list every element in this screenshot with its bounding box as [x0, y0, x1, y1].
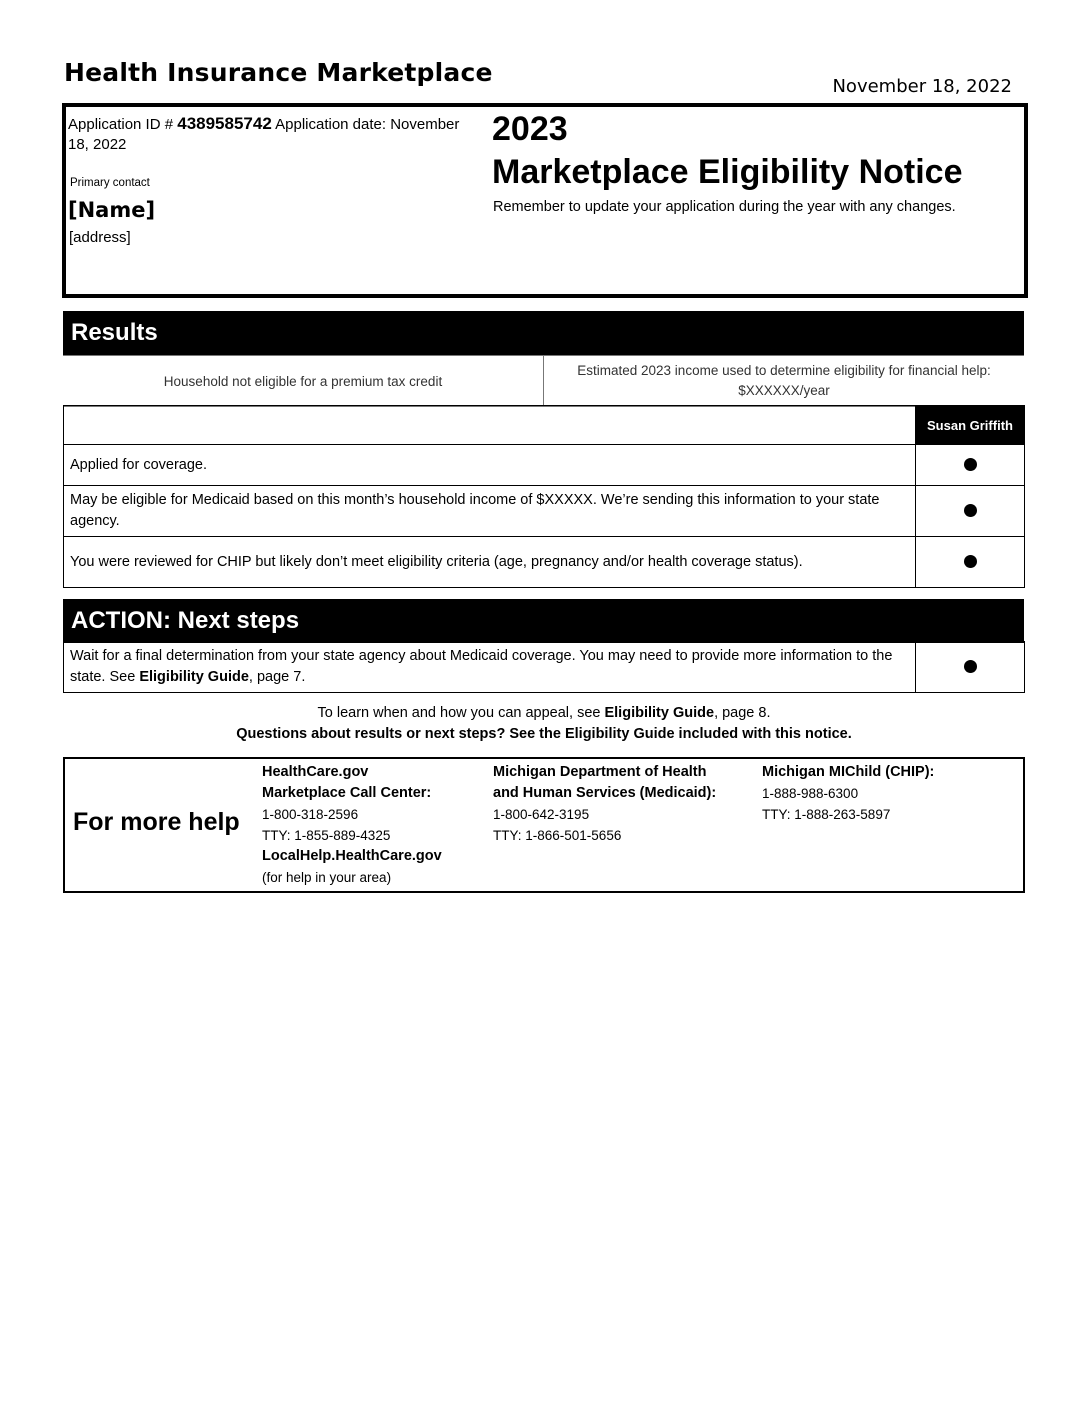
table-row — [64, 642, 1025, 693]
application-info — [68, 114, 468, 155]
notice-year: 2023 — [492, 110, 568, 148]
result-text: You were reviewed for CHIP but likely don’t meet eligibility criteria (age, pregnancy and/or health coverage status). — [64, 537, 916, 588]
eligibility-guide-ref: Eligibility Guide — [604, 705, 715, 721]
application-id-label: Application ID # — [68, 116, 174, 133]
person-column-header: Susan Griffith — [916, 406, 1025, 445]
chip-phone: 1-888-988-6300 — [762, 786, 859, 801]
medicaid-tty: TTY: 1-866-501-5656 — [493, 828, 622, 843]
notice-title: Marketplace Eligibility Notice — [492, 153, 963, 191]
table-row — [64, 445, 1025, 486]
medicaid-phone: 1-800-642-3195 — [493, 807, 590, 822]
marketplace-contact — [262, 762, 442, 888]
contact-name: [Name] — [68, 198, 156, 222]
medicaid-contact — [493, 762, 716, 846]
action-table — [63, 641, 1025, 693]
action-text: Wait for a final determination from your state agency about Medicaid coverage. You may need to provide more information to the state. See Eligibility Guide, page 7. — [64, 642, 916, 693]
tax-credit-status: Household not eligible for a premium tax credit — [63, 356, 544, 406]
call-center-tty: TTY: 1-855-889-4325 — [262, 828, 391, 843]
call-center-label: Marketplace Call Center: — [262, 785, 432, 801]
applies-bullet-icon — [964, 504, 977, 517]
estimated-income: Estimated 2023 income used to determine eligibility for financial help: $XXXXXX/year — [577, 363, 991, 398]
application-id-number: 4389585742 — [177, 114, 272, 133]
result-text: Applied for coverage. — [64, 445, 916, 486]
questions-note: Questions about results or next steps? See the Eligibility Guide included with this notice. — [236, 726, 852, 742]
chip-tty: TTY: 1-888-263-5897 — [762, 807, 891, 822]
chip-contact — [762, 762, 934, 825]
localhelp-note: (for help in your area) — [262, 870, 392, 885]
table-row — [64, 537, 1025, 588]
marketplace-brand: Health Insurance Marketplace — [64, 58, 493, 87]
update-reminder: Remember to update your application during the year with any changes. — [493, 199, 956, 215]
applies-bullet-icon — [964, 660, 977, 673]
result-text: May be eligible for Medicaid based on this month’s household income of $XXXXX. We’re sending this information to your state agency. — [64, 486, 916, 537]
applies-bullet-icon — [964, 555, 977, 568]
healthcare-gov-link[interactable]: HealthCare.gov — [262, 764, 369, 780]
medicaid-agency-line1: Michigan Department of Health — [493, 764, 707, 780]
action-heading: ACTION: Next steps — [63, 599, 1024, 643]
applies-bullet-icon — [964, 458, 977, 471]
results-heading: Results — [63, 311, 1024, 355]
household-summary — [63, 355, 1024, 407]
call-center-phone: 1-800-318-2596 — [262, 807, 359, 822]
eligibility-guide-ref: Eligibility Guide — [139, 669, 249, 685]
contact-address: [address] — [69, 229, 131, 246]
results-table-blank-header — [64, 406, 916, 445]
notice-date: November 18, 2022 — [832, 76, 1012, 97]
medicaid-agency-line2: and Human Services (Medicaid): — [493, 785, 717, 801]
appeal-note: To learn when and how you can appeal, see Eligibility Guide, page 8. — [317, 705, 771, 721]
primary-contact-label: Primary contact — [70, 177, 150, 189]
application-date: Application date: November 18, 2022 — [68, 116, 460, 153]
chip-agency-name: Michigan MIChild (CHIP): — [762, 764, 935, 780]
results-table — [63, 405, 1025, 588]
localhelp-link[interactable]: LocalHelp.HealthCare.gov — [262, 848, 442, 864]
table-row — [64, 486, 1025, 537]
help-title: For more help — [73, 808, 240, 836]
